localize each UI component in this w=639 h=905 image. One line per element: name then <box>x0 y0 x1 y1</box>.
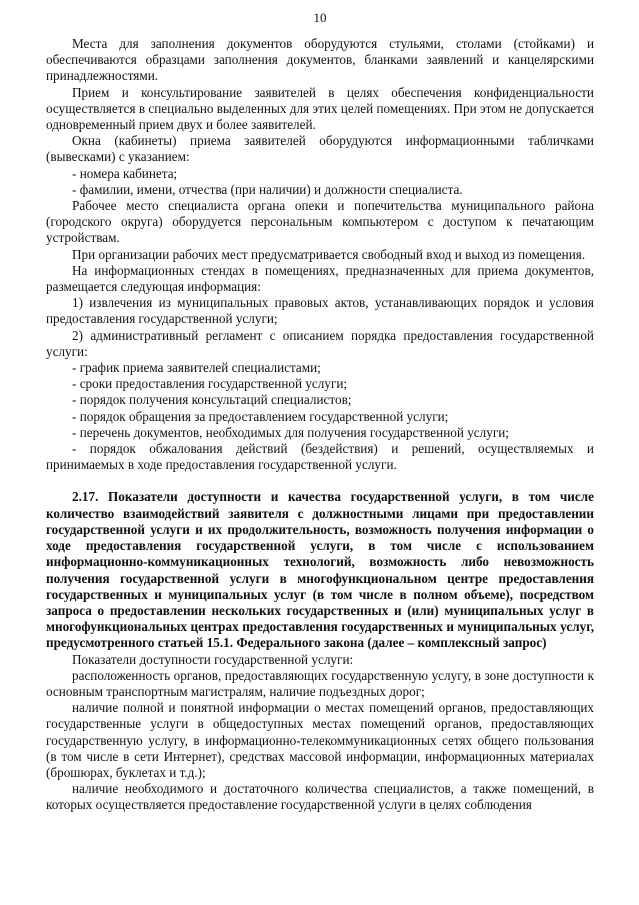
list-item-application-procedure: - порядок обращения за предоставлением государственной услуги; <box>72 408 449 424</box>
paragraph-free-entry: При организации рабочих мест предусматривается свободный вход и выход из помещения. <box>72 246 586 262</box>
paragraph-workplace: Рабочее место специалиста органа опеки и попечительства муниципального района (городского округа) оборудуется персональным компьютером с доступом к печатающим устройствам. <box>46 198 594 246</box>
paragraph-confidential-reception: Прием и консультирование заявителей в целях обеспечения конфиденциальности осуществляется в специально выделенных для этих целей помещениях. При этом не допускается одновременный прием двух и более заявителей. <box>46 84 594 133</box>
paragraph-reception-windows: Окна (кабинеты) приема заявителей оборудуются информационными табличками (вывесками) с указанием: <box>46 133 594 165</box>
paragraph-info-stands: На информационных стендах в помещениях, предназначенных для приема документов, размещается следующая информация: <box>46 262 594 295</box>
paragraph-document-filling-places: Места для заполнения документов оборудуются стульями, столами (стойками) и обеспечиваются образцами заполнения документов, бланками заявлений и канцелярскими принадлежностями. <box>46 36 594 84</box>
list-item-documents-list: - перечень документов, необходимых для получения государственной услуги; <box>72 424 509 440</box>
paragraph-information-availability: наличие полной и понятной информации о местах помещений органов, предоставляющих государственные услуги в общедоступных местах помещений органов, предоставляющих государственную услугу, в информационно-телекоммуникационных сетях общего пользования (в том числе в сети Интернет), средствах массовой информации, информационных материалах (брошюрах, буклетах и т.д.); <box>46 700 594 780</box>
list-item-schedule: - график приема заявителей специалистами; <box>72 360 321 376</box>
document-page <box>46 10 594 814</box>
page-number: 10 <box>313 10 327 25</box>
list-item-deadlines: - сроки предоставления государственной услуги; <box>72 376 348 392</box>
paragraph-specialists-availability: наличие необходимого и достаточного количества специалистов, а также помещений, в которых осуществляется предоставление государственной услуги в целях соблюдения <box>46 781 594 813</box>
paragraph-location-accessibility: расположенность органов, предоставляющих государственную услугу, в зоне доступности к основным транспортным магистралям, наличие подъездных дорог; <box>46 667 594 699</box>
section-heading-2-17: 2.17. Показатели доступности и качества государственной услуги, в том числе количество взаимодействий заявителя с должностными лицами при предоставлении государственной услуги и их продолжительность, возможность получения информации о ходе предоставления государственной услуги, в том числе с использованием информационно-коммуникационных технологий, возможность либо невозможность получения государственной услуги в многофункциональном центре предоставления государственных и муниципальных услуг (в том числе в полном объеме), посредством запроса о предоставлении нескольких государственных и (или) муниципальных услуг в многофункциональных центрах предоставления государственных и муниципальных услуг, предусмотренного статьей 15.1. Федерального закона (далее – комплексный запрос) <box>46 489 594 651</box>
list-item-appeal-procedure: - порядок обжалования действий (бездействия) и решений, осуществляемых и принимаемых в ходе предоставления государственной услуги. <box>46 441 594 473</box>
list-item-admin-regulation: 2) административный регламент с описанием порядка предоставления государственной услуги: <box>46 327 594 359</box>
list-item-legal-acts: 1) извлечения из муниципальных правовых актов, устанавливающих порядок и условия предоставления государственной услуги; <box>46 295 594 327</box>
list-item-consultations: - порядок получения консультаций специалистов; <box>72 392 352 408</box>
list-item-room-number: - номера кабинета; <box>72 165 178 181</box>
list-item-specialist-name: - фамилии, имени, отчества (при наличии) и должности специалиста. <box>72 181 463 197</box>
paragraph-accessibility-indicators: Показатели доступности государственной услуги: <box>72 651 354 667</box>
